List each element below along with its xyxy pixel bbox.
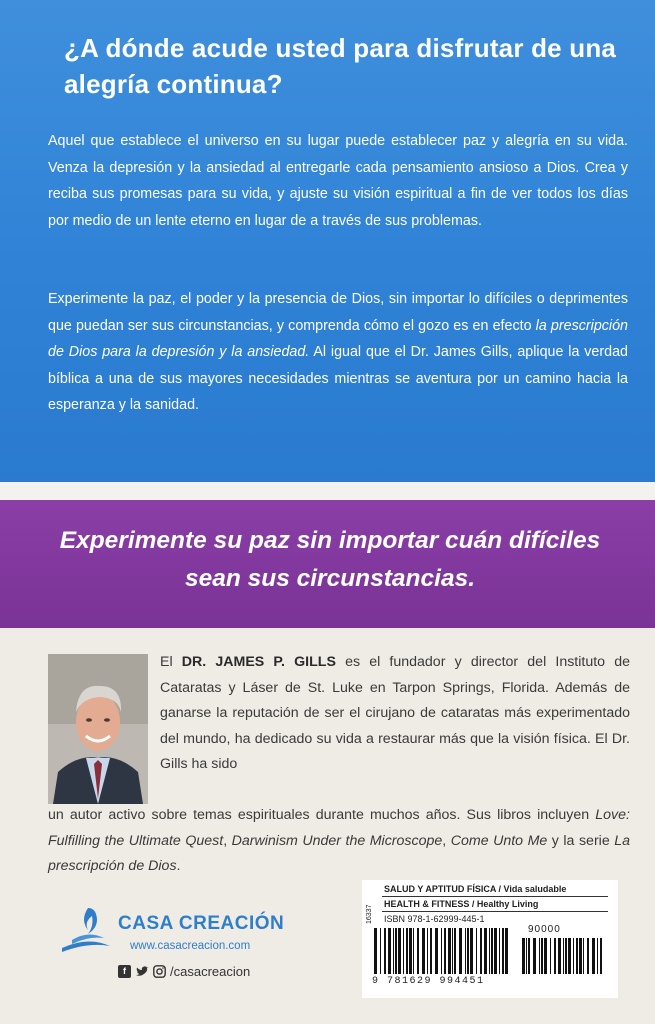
bio-continued-text: un autor activo sobre temas espirituales durante muchos años. Sus libros incluyen — [48, 807, 596, 823]
author-name: DR. JAMES P. GILLS — [181, 654, 336, 670]
pull-quote: Experimente su paz sin importar cuán difíciles sean sus circunstancias. — [59, 527, 601, 592]
book-title-2: Darwinism Under the Microscope — [231, 832, 443, 849]
category-spanish: SALUD Y APTITUD FÍSICA / Vida saludable — [384, 884, 567, 894]
paragraph-2-text: Experimente la paz, el poder y la presencia de Dios, sin importar lo difíciles o deprimentes que puedan ser sus circunstancias, y comprenda cómo el gozo es en efecto — [48, 291, 628, 334]
separator-strip — [0, 482, 655, 500]
barcode-bar — [554, 938, 556, 974]
barcode-bar — [441, 928, 442, 974]
barcode-bar — [528, 938, 530, 974]
separator: . — [176, 858, 181, 875]
blue-panel — [0, 0, 655, 482]
description-paragraph-2 — [48, 286, 628, 419]
divider — [382, 896, 608, 897]
barcode-bar — [384, 928, 386, 974]
barcode-bar — [489, 928, 490, 974]
barcode-bar — [403, 928, 404, 974]
barcode-bar — [444, 928, 446, 974]
category-english: HEALTH & FITNESS / Healthy Living — [384, 899, 539, 909]
separator: , — [442, 832, 451, 849]
barcode-bar — [452, 928, 453, 974]
twitter-icon — [135, 966, 149, 978]
separator: y la serie — [547, 832, 615, 849]
back-cover-heading: ¿A dónde acude usted para disfrutar de una alegría continua? — [64, 33, 617, 99]
barcode-bar — [484, 928, 487, 974]
author-photo — [48, 654, 148, 804]
isbn-barcode — [372, 928, 512, 974]
barcode-bar — [544, 938, 547, 974]
bio-text: es el fundador y director del Instituto de Cataratas y Láser de St. Luke en Tarpon Springs, Florida. Además de ganarse la reputación de ser el cirujano de cataratas más experimentado del mundo, ha dedicado su vida a restaurar más que la visión física. El Dr. Gills ha sido — [160, 654, 630, 773]
barcode-bar — [395, 928, 397, 974]
barcode-bar — [409, 928, 412, 974]
author-bio-continued — [48, 803, 630, 880]
barcode-bar — [526, 938, 527, 974]
barcode-bar — [600, 938, 602, 974]
barcode-bar — [522, 938, 525, 974]
barcode-bar — [491, 928, 493, 974]
barcode-bar — [573, 938, 574, 974]
barcode-bar — [427, 928, 428, 974]
barcode-bar — [459, 928, 462, 974]
barcode-bar — [499, 928, 500, 974]
barcode-bar — [430, 928, 432, 974]
divider — [382, 911, 608, 912]
barcode-bar — [393, 928, 394, 974]
barcode-number: 9 781629 994451 — [372, 976, 485, 987]
barcode-bar — [454, 928, 456, 974]
barcode-bar — [417, 928, 419, 974]
book-title-3: Come Unto Me — [450, 832, 548, 849]
barcode-bar — [380, 928, 381, 974]
barcode-bar — [502, 928, 504, 974]
barcode-bar — [563, 938, 564, 974]
barcode-bar — [541, 938, 543, 974]
barcode-bar — [398, 928, 401, 974]
barcode-bar — [539, 938, 540, 974]
isbn-label: ISBN 978-1-62999-445-1 — [384, 914, 485, 924]
book-title-1: Love: Fulfilling the Ultimate Quest — [48, 807, 630, 849]
barcode-bar — [470, 928, 473, 974]
barcode-bar — [550, 938, 551, 974]
price-barcode — [520, 938, 606, 974]
barcode-bar — [388, 928, 391, 974]
separator: , — [223, 832, 232, 849]
barcode-bar — [494, 928, 497, 974]
barcode-bar — [422, 928, 425, 974]
side-code: 16337 — [366, 904, 373, 924]
description-paragraph-1: Aquel que establece el universo en su lugar puede establecer paz y alegría en su vida. Venza la depresión y la ansiedad al entregarle cada pensamiento ansioso a Dios. Crea y reciba sus promesas para su vida, y ajuste su visión espiritual a fin de ver todos los días por medio de un lente eterno en lugar de a través de sus problemas. — [48, 133, 628, 229]
barcode-bar — [558, 938, 561, 974]
barcode-bar — [568, 938, 571, 974]
facebook-icon: f — [118, 965, 131, 978]
barcode-bar — [583, 938, 584, 974]
barcode-bar — [597, 938, 598, 974]
barcode-bar — [476, 928, 477, 974]
barcode-bar — [576, 938, 578, 974]
barcode-bar — [413, 928, 414, 974]
instagram-icon — [153, 965, 166, 978]
barcode-bar — [406, 928, 408, 974]
barcode-bar — [435, 928, 438, 974]
barcode-bar — [533, 938, 536, 974]
social-links — [118, 964, 250, 979]
social-handle: /casacreacion — [170, 964, 251, 979]
barcode-bar — [448, 928, 451, 974]
barcode-bar — [465, 928, 466, 974]
barcode-bar — [480, 928, 482, 974]
barcode-bar — [505, 928, 508, 974]
barcode-bar — [374, 928, 377, 974]
publisher-name: CASA CREACIÓN — [118, 913, 285, 934]
book-title-italic: la prescripción de Dios para la depresión y la ansiedad. — [48, 317, 628, 360]
purple-quote-band — [0, 500, 655, 628]
bio-prefix: El — [160, 654, 182, 670]
barcode-bar — [587, 938, 589, 974]
price-code: 90000 — [528, 924, 561, 935]
barcode-bar — [565, 938, 567, 974]
paragraph-2-text-end: Al igual que el Dr. James Gills, aplique la verdad bíblica a una de sus mayores necesidades mientras se aventura por un camino hacia la esperanza y la sanidad. — [48, 344, 628, 413]
barcode-bar — [592, 938, 595, 974]
author-bio — [160, 650, 630, 778]
barcode-bar — [579, 938, 582, 974]
barcode-bar — [467, 928, 469, 974]
publisher-url: www.casacreacion.com — [130, 940, 251, 952]
book-series-title: La prescripción de Dios — [48, 832, 631, 875]
